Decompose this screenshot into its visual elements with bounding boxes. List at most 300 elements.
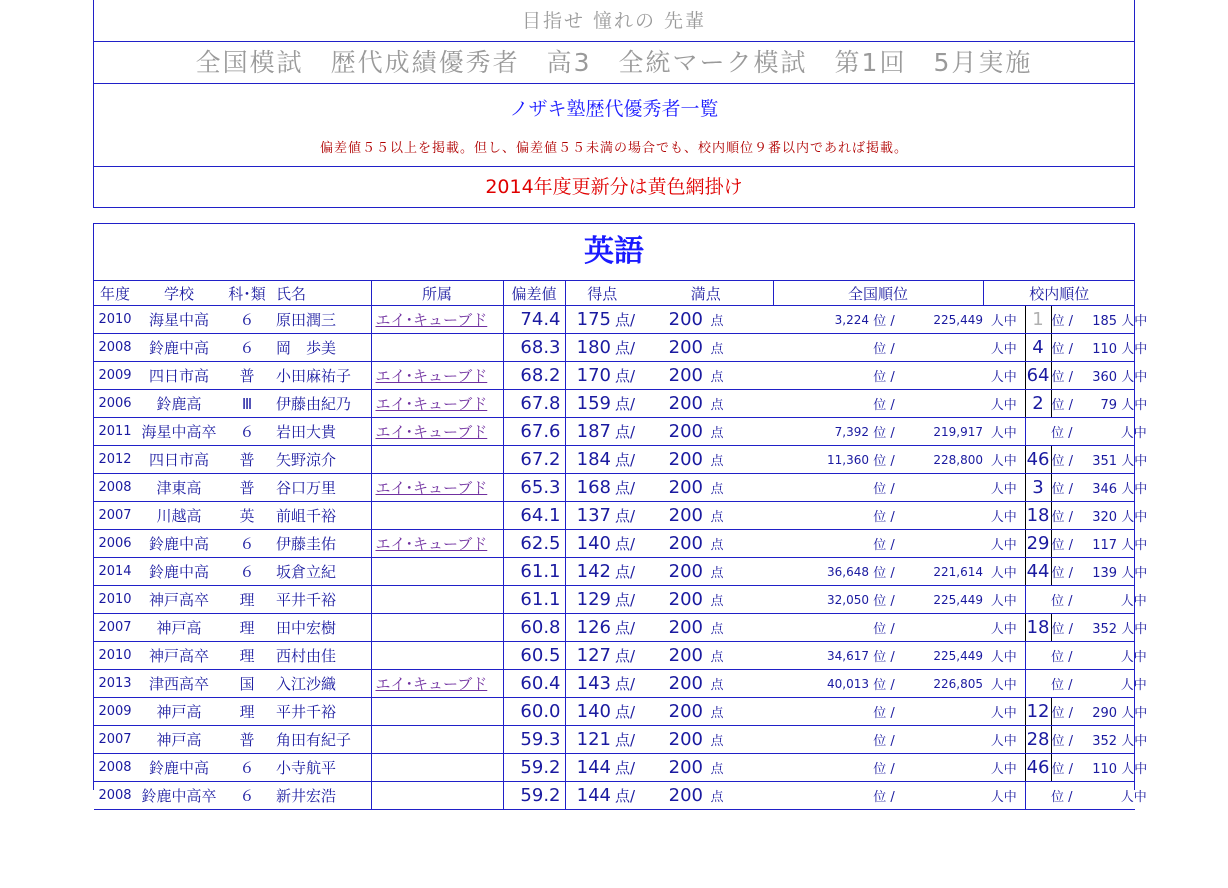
school-people-unit: 人中 [1121,482,1148,497]
national-total-cell [899,754,983,782]
points-unit-end: 点 [703,586,731,614]
score-cell: 180 [565,334,611,362]
score-cell: 170 [565,362,611,390]
points-unit-end: 点 [703,642,731,670]
affiliation-link[interactable]: エイ･キューブド [375,367,488,385]
rank-unit: 位 / [869,474,899,502]
table-row [94,558,1135,586]
school-rank-detail [1051,782,1147,810]
col-name: 氏名 [272,281,371,306]
rank-unit: 位 / [869,502,899,530]
points-unit: 点/ [611,446,639,474]
year-cell: 2008 [94,782,136,810]
school-total-cell: 117 [1092,538,1118,553]
people-unit: 人中 [983,642,1025,670]
name-cell: 谷口万里 [272,474,371,502]
tagline: 目指せ 憧れの 先輩 [94,0,1134,42]
school-cell: 神戸高卒 [136,642,222,670]
school-total-cell: 320 [1092,510,1118,525]
school-rank-cell: 18 [1025,502,1051,530]
points-unit-end: 点 [703,390,731,418]
school-total-cell: 346 [1092,482,1118,497]
deviation-cell: 59.2 [503,782,565,810]
table-row [94,642,1135,670]
year-cell: 2010 [94,306,136,334]
subject-title: 英語 [94,224,1134,281]
national-rank-cell [773,698,869,726]
score-cell: 126 [565,614,611,642]
points-unit: 点/ [611,726,639,754]
school-rank-detail [1051,754,1148,782]
school-total-cell: 352 [1092,622,1118,637]
name-cell: 前岨千裕 [272,502,371,530]
national-rank-cell [773,782,869,810]
table-row [94,474,1135,502]
deviation-cell: 67.6 [503,418,565,446]
school-rank-detail [1051,614,1148,642]
course-cell: 英 [222,502,272,530]
school-rank-cell: 4 [1025,334,1051,362]
points-unit: 点/ [611,586,639,614]
affiliation-cell [371,446,503,474]
col-full: 満点 [639,281,773,306]
school-rank-cell [1025,418,1051,446]
points-unit-end: 点 [703,502,731,530]
school-people-unit: 人中 [1121,398,1148,413]
school-total-cell: 139 [1092,566,1118,581]
rank-unit: 位 / [869,614,899,642]
national-rank-cell [773,530,869,558]
national-total-cell [899,474,983,502]
school-people-unit: 人中 [1120,678,1147,693]
national-total-cell [899,362,983,390]
school-rank-cell: 18 [1025,614,1051,642]
deviation-cell: 60.8 [503,614,565,642]
school-rank-cell: 3 [1025,474,1051,502]
full-score-cell: 200 [639,698,703,726]
course-cell: ６ [222,306,272,334]
school-total-cell: 79 [1100,398,1118,413]
school-rank-unit: 位 / [1051,566,1074,581]
school-rank-detail [1051,642,1147,670]
affiliation-cell [371,558,503,586]
school-cell: 鈴鹿中高 [136,334,222,362]
full-score-cell: 200 [639,558,703,586]
points-unit: 点/ [611,670,639,698]
national-total-cell [899,782,983,810]
national-total-cell [899,614,983,642]
exam-title: 全国模試 歴代成績優秀者 高3 全統マーク模試 第1回 5月実施 [94,42,1134,84]
criteria-note: 偏差値５５以上を掲載。但し、偏差値５５未満の場合でも、校内順位９番以内であれば掲載。 [319,141,908,156]
school-rank-unit: 位 / [1051,678,1073,693]
points-unit: 点/ [611,698,639,726]
year-cell: 2008 [94,474,136,502]
full-score-cell: 200 [639,642,703,670]
school-rank-detail [1051,726,1148,754]
national-rank-cell: 34,617 [773,642,869,670]
affiliation-link[interactable]: エイ･キューブド [375,535,488,553]
full-score-cell: 200 [639,362,703,390]
full-score-cell: 200 [639,334,703,362]
affiliation-link[interactable]: エイ･キューブド [375,395,488,413]
national-rank-cell: 11,360 [773,446,869,474]
national-total-cell: 226,805 [899,670,983,698]
table-row [94,390,1135,418]
national-total-cell [899,334,983,362]
year-cell: 2010 [94,586,136,614]
col-score: 得点 [565,281,639,306]
school-people-unit: 人中 [1121,538,1148,553]
rank-unit: 位 / [869,334,899,362]
course-cell: Ⅲ [222,390,272,418]
school-rank-cell: 44 [1025,558,1051,586]
school-people-unit: 人中 [1121,510,1148,525]
national-rank-cell [773,390,869,418]
year-cell: 2006 [94,390,136,418]
school-rank-cell: 29 [1025,530,1051,558]
people-unit: 人中 [983,754,1025,782]
school-rank-cell: 64 [1025,362,1051,390]
table-row [94,362,1135,390]
affiliation-cell [371,390,503,418]
deviation-cell: 60.4 [503,670,565,698]
school-rank-detail [1051,586,1147,614]
rank-unit: 位 / [869,530,899,558]
affiliation-cell [371,586,503,614]
school-rank-unit: 位 / [1051,370,1074,385]
points-unit: 点/ [611,334,639,362]
rank-unit: 位 / [869,446,899,474]
national-total-cell [899,390,983,418]
school-cell: 海星中高 [136,306,222,334]
school-rank-cell: 46 [1025,754,1051,782]
school-total-cell: 360 [1092,370,1118,385]
score-cell: 168 [565,474,611,502]
school-rank-unit: 位 / [1051,650,1073,665]
school-people-unit: 人中 [1120,426,1147,441]
points-unit: 点/ [611,614,639,642]
name-cell: 平井千裕 [272,586,371,614]
school-rank-cell [1025,670,1051,698]
rank-unit: 位 / [869,782,899,810]
course-cell: 普 [222,446,272,474]
people-unit: 人中 [983,726,1025,754]
points-unit-end: 点 [703,334,731,362]
people-unit: 人中 [983,558,1025,586]
school-rank-cell [1025,586,1051,614]
school-rank-unit: 位 / [1051,342,1074,357]
affiliation-link[interactable]: エイ･キューブド [375,311,488,329]
national-rank-cell: 40,013 [773,670,869,698]
col-school-rank: 校内順位 [983,281,1135,306]
year-cell: 2006 [94,530,136,558]
affiliation-cell [371,614,503,642]
deviation-cell: 60.0 [503,698,565,726]
rank-unit: 位 / [869,362,899,390]
school-cell: 四日市高 [136,446,222,474]
national-total-cell: 221,614 [899,558,983,586]
course-cell: ６ [222,558,272,586]
deviation-cell: 59.3 [503,726,565,754]
school-people-unit: 人中 [1120,650,1147,665]
school-rank-unit: 位 / [1051,622,1074,637]
school-people-unit: 人中 [1121,566,1148,581]
school-cell: 神戸高 [136,726,222,754]
list-title: ノザキ塾歴代優秀者一覧 [509,98,719,120]
national-rank-cell [773,474,869,502]
school-cell: 神戸高 [136,614,222,642]
score-cell: 127 [565,642,611,670]
national-rank-cell: 32,050 [773,586,869,614]
school-cell: 神戸高卒 [136,586,222,614]
course-cell: ６ [222,754,272,782]
name-cell: 角田有紀子 [272,726,371,754]
affiliation-cell [371,726,503,754]
people-unit: 人中 [983,446,1025,474]
school-rank-unit: 位 / [1051,454,1074,469]
name-cell: 入江沙織 [272,670,371,698]
points-unit-end: 点 [703,698,731,726]
rank-unit: 位 / [869,698,899,726]
people-unit: 人中 [983,362,1025,390]
full-score-cell: 200 [639,502,703,530]
full-score-cell: 200 [639,586,703,614]
col-year: 年度 [94,281,136,306]
course-cell: ６ [222,334,272,362]
col-national-rank: 全国順位 [773,281,983,306]
score-cell: 129 [565,586,611,614]
people-unit: 人中 [983,390,1025,418]
name-cell: 小田麻祐子 [272,362,371,390]
results-table-container [93,223,1148,806]
school-rank-cell: 12 [1025,698,1051,726]
rank-unit: 位 / [869,670,899,698]
course-cell: ６ [222,418,272,446]
year-cell: 2007 [94,502,136,530]
affiliation-link[interactable]: エイ･キューブド [375,675,488,693]
people-unit: 人中 [983,614,1025,642]
course-cell: 理 [222,698,272,726]
national-total-cell [899,698,983,726]
rank-unit: 位 / [869,586,899,614]
deviation-cell: 68.2 [503,362,565,390]
deviation-cell: 67.8 [503,390,565,418]
school-rank-cell [1025,782,1051,810]
table-row [94,502,1135,530]
people-unit: 人中 [983,586,1025,614]
school-rank-detail [1051,530,1148,558]
score-cell: 142 [565,558,611,586]
national-total-cell [899,726,983,754]
points-unit: 点/ [611,362,639,390]
school-rank-unit: 位 / [1051,790,1073,805]
school-rank-detail [1051,474,1148,502]
name-cell: 西村由佳 [272,642,371,670]
school-rank-detail [1051,334,1148,362]
name-cell: 矢野涼介 [272,446,371,474]
school-rank-unit: 位 / [1051,594,1073,609]
affiliation-cell [371,642,503,670]
national-rank-cell: 3,224 [773,306,869,334]
name-cell: 田中宏樹 [272,614,371,642]
course-cell: ６ [222,782,272,810]
people-unit: 人中 [983,530,1025,558]
school-rank-unit: 位 / [1051,762,1074,777]
school-people-unit: 人中 [1121,370,1148,385]
affiliation-cell [371,698,503,726]
school-total-cell: 110 [1092,342,1118,357]
deviation-cell: 65.3 [503,474,565,502]
deviation-cell: 61.1 [503,586,565,614]
points-unit-end: 点 [703,726,731,754]
points-unit-end: 点 [703,306,731,334]
school-people-unit: 人中 [1120,594,1147,609]
table-row [94,446,1135,474]
deviation-cell: 64.1 [503,502,565,530]
score-cell: 143 [565,670,611,698]
update-note: 2014年度更新分は黄色網掛け [485,176,743,198]
people-unit: 人中 [983,306,1025,334]
year-cell: 2008 [94,754,136,782]
people-unit: 人中 [983,670,1025,698]
name-cell: 岩田大貴 [272,418,371,446]
full-score-cell: 200 [639,754,703,782]
points-unit-end: 点 [703,614,731,642]
school-people-unit: 人中 [1121,706,1148,721]
col-affiliation: 所属 [371,281,503,306]
affiliation-link[interactable]: エイ･キューブド [375,479,488,497]
school-total-cell: 185 [1092,314,1118,329]
affiliation-cell [371,362,503,390]
points-unit: 点/ [611,474,639,502]
school-rank-cell [1025,642,1051,670]
year-cell: 2011 [94,418,136,446]
school-people-unit: 人中 [1121,314,1148,329]
points-unit-end: 点 [703,474,731,502]
affiliation-cell [371,530,503,558]
school-rank-cell: 1 [1025,306,1051,334]
year-cell: 2009 [94,698,136,726]
name-cell: 岡 歩美 [272,334,371,362]
school-rank-unit: 位 / [1051,482,1074,497]
national-total-cell: 225,449 [899,642,983,670]
name-cell: 伊藤由紀乃 [272,390,371,418]
rank-unit: 位 / [869,754,899,782]
deviation-cell: 61.1 [503,558,565,586]
rank-unit: 位 / [869,558,899,586]
school-cell: 鈴鹿中高卒 [136,782,222,810]
year-cell: 2007 [94,726,136,754]
national-rank-cell [773,362,869,390]
school-people-unit: 人中 [1120,790,1147,805]
score-cell: 184 [565,446,611,474]
affiliation-cell [371,474,503,502]
table-row [94,726,1135,754]
school-rank-unit: 位 / [1051,734,1074,749]
national-rank-cell [773,502,869,530]
affiliation-cell [371,670,503,698]
full-score-cell: 200 [639,446,703,474]
year-cell: 2008 [94,334,136,362]
school-rank-cell: 2 [1025,390,1051,418]
school-cell: 鈴鹿中高 [136,754,222,782]
school-rank-unit: 位 / [1051,426,1073,441]
affiliation-link[interactable]: エイ･キューブド [375,423,488,441]
score-cell: 121 [565,726,611,754]
deviation-cell: 59.2 [503,754,565,782]
course-cell: 普 [222,474,272,502]
deviation-cell: 74.4 [503,306,565,334]
score-cell: 175 [565,306,611,334]
points-unit: 点/ [611,530,639,558]
school-cell: 四日市高 [136,362,222,390]
school-rank-detail [1051,390,1148,418]
score-cell: 144 [565,754,611,782]
school-rank-detail [1051,362,1148,390]
people-unit: 人中 [983,334,1025,362]
people-unit: 人中 [983,502,1025,530]
table-row [94,670,1135,698]
name-cell: 伊藤圭佑 [272,530,371,558]
school-rank-cell: 46 [1025,446,1051,474]
table-row [94,698,1135,726]
school-rank-detail [1051,418,1147,446]
course-cell: ６ [222,530,272,558]
school-people-unit: 人中 [1121,762,1148,777]
school-rank-detail [1051,446,1148,474]
school-cell: 神戸高 [136,698,222,726]
rank-unit: 位 / [869,306,899,334]
name-cell: 小寺航平 [272,754,371,782]
rank-unit: 位 / [869,390,899,418]
affiliation-cell [371,334,503,362]
points-unit: 点/ [611,418,639,446]
affiliation-cell [371,782,503,810]
name-cell: 坂倉立紀 [272,558,371,586]
score-cell: 140 [565,698,611,726]
school-people-unit: 人中 [1121,454,1148,469]
school-total-cell: 352 [1092,734,1118,749]
school-rank-unit: 位 / [1051,398,1074,413]
national-rank-cell [773,334,869,362]
national-total-cell [899,530,983,558]
points-unit-end: 点 [703,530,731,558]
points-unit-end: 点 [703,670,731,698]
name-cell: 平井千裕 [272,698,371,726]
course-cell: 理 [222,614,272,642]
deviation-cell: 67.2 [503,446,565,474]
points-unit: 点/ [611,390,639,418]
people-unit: 人中 [983,782,1025,810]
rank-unit: 位 / [869,418,899,446]
table-row [94,530,1135,558]
points-unit: 点/ [611,642,639,670]
affiliation-cell [371,306,503,334]
people-unit: 人中 [983,698,1025,726]
school-cell: 鈴鹿中高 [136,530,222,558]
header-box [93,0,1135,208]
full-score-cell: 200 [639,782,703,810]
course-cell: 理 [222,642,272,670]
full-score-cell: 200 [639,614,703,642]
school-people-unit: 人中 [1121,734,1148,749]
people-unit: 人中 [983,418,1025,446]
score-cell: 144 [565,782,611,810]
table-row [94,334,1135,362]
national-rank-cell [773,754,869,782]
school-rank-detail [1051,670,1147,698]
full-score-cell: 200 [639,474,703,502]
